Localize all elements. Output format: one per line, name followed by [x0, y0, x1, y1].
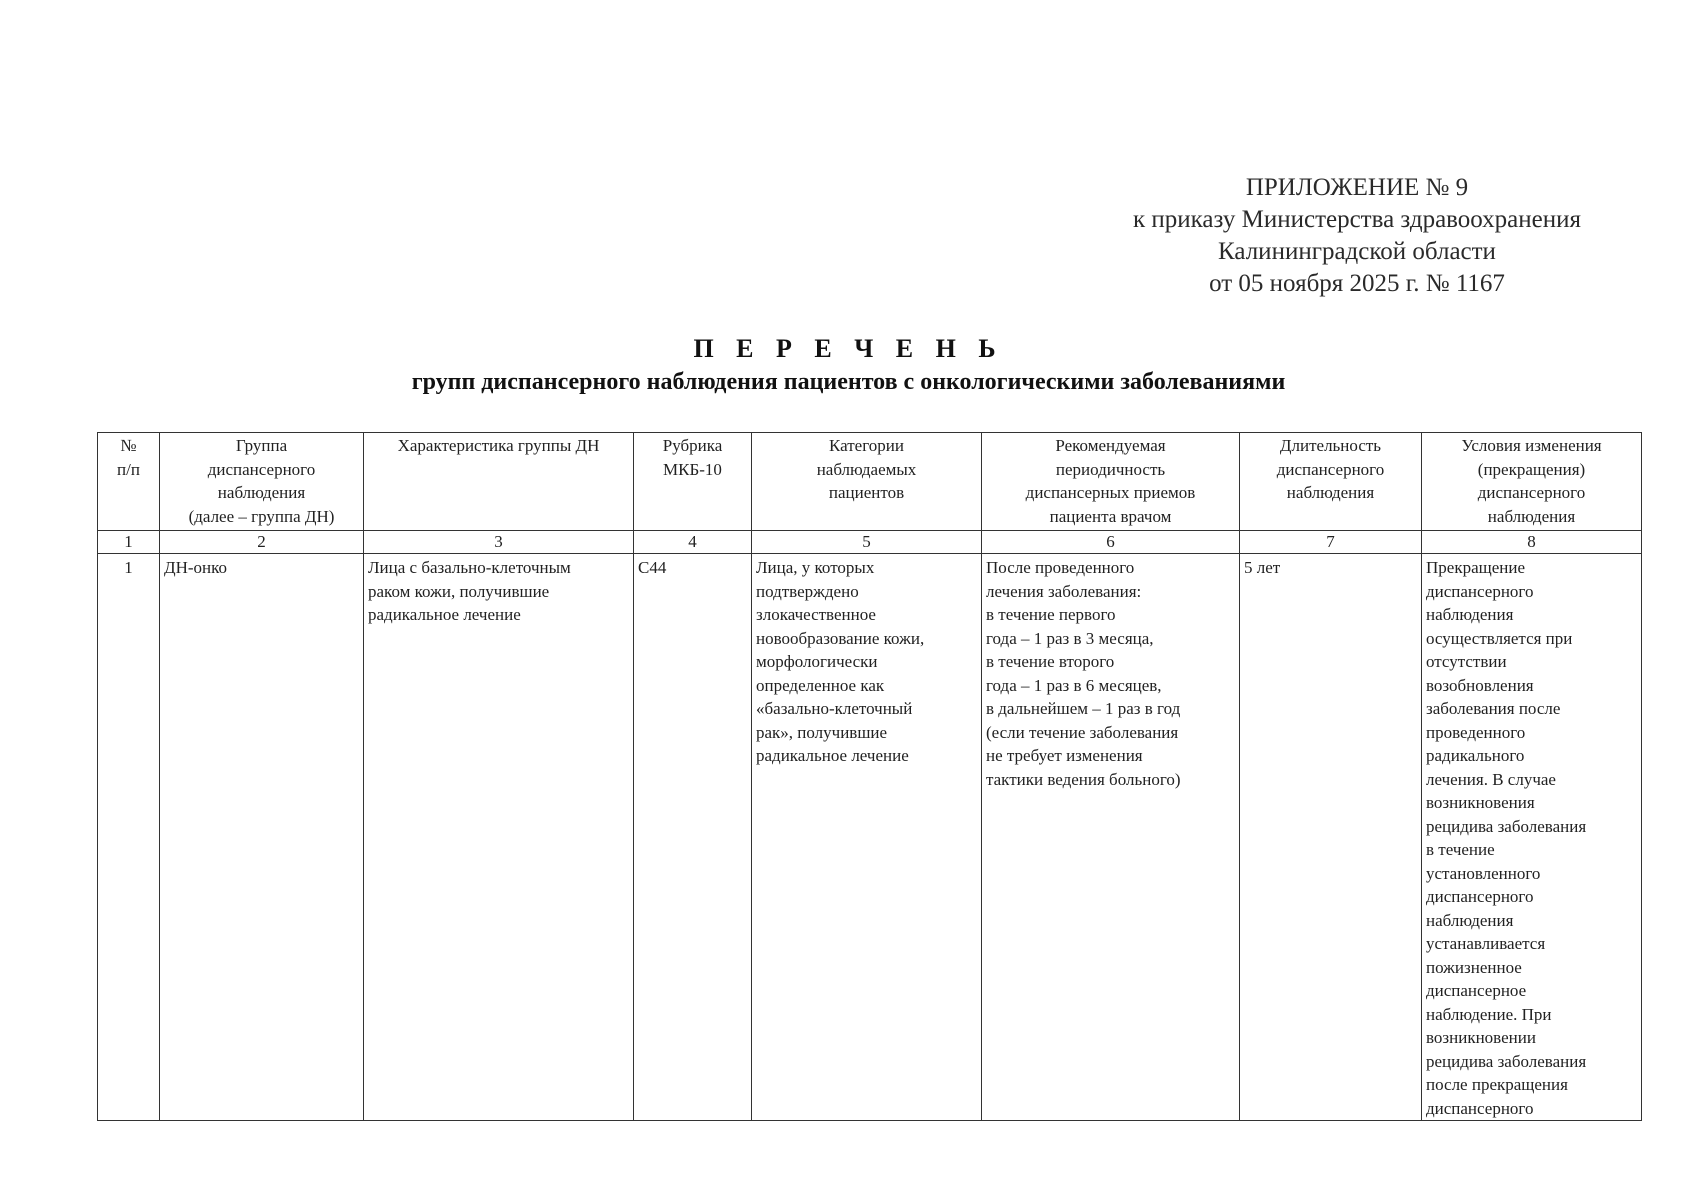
observation-groups-table [97, 432, 1642, 1121]
header-cell-group: Группа диспансерного наблюдения (далее – группа ДН) [160, 433, 364, 531]
document-title: П Е Р Е Ч Е Н Ь [693, 334, 1004, 363]
cell-icd: С44 [634, 554, 752, 1121]
cell-duration: 5 лет [1240, 554, 1422, 1121]
column-number-cell: 3 [364, 531, 634, 554]
column-number-cell: 5 [752, 531, 982, 554]
column-number-row [98, 531, 1642, 554]
cell-characteristic: Лица с базально-клеточным раком кожи, получившие радикальное лечение [364, 554, 634, 1121]
column-number-cell: 7 [1240, 531, 1422, 554]
header-cell-categories: Категории наблюдаемых пациентов [752, 433, 982, 531]
header-cell-characteristic: Характеристика группы ДН [364, 433, 634, 531]
cell-periodicity: После проведенного лечения заболевания: в течение первого года – 1 раз в 3 месяца, в течение второго года – 1 раз в 6 месяцев, в дальнейшем – 1 раз в год (если течение заболевания не требует изменения тактики ведения больного) [982, 554, 1240, 1121]
appendix-order-date: от 05 ноября 2025 г. № 1167 [1209, 270, 1505, 297]
column-number-cell: 1 [98, 531, 160, 554]
column-number-cell: 6 [982, 531, 1240, 554]
appendix-region: Калининградской области [1218, 238, 1496, 265]
header-cell-duration: Длительность диспансерного наблюдения [1240, 433, 1422, 531]
header-cell-icd: Рубрика МКБ-10 [634, 433, 752, 531]
header-row [98, 433, 1642, 531]
cell-categories: Лица, у которых подтверждено злокачественное новообразование кожи, морфологически определенное как «базально-клеточный рак», получившие радикальное лечение [752, 554, 982, 1121]
column-number-cell: 8 [1422, 531, 1642, 554]
table-row [98, 554, 1642, 1121]
appendix-order-ref: к приказу Министерства здравоохранения [1132, 206, 1582, 233]
header-cell-conditions: Условия изменения (прекращения) диспансерного наблюдения [1422, 433, 1642, 531]
header-cell-periodicity: Рекомендуемая периодичность диспансерных приемов пациента врачом [982, 433, 1240, 531]
appendix-header [1077, 172, 1637, 300]
column-number-cell: 4 [634, 531, 752, 554]
document-subtitle: групп диспансерного наблюдения пациентов с онкологическими заболеваниями [411, 369, 1286, 395]
cell-num: 1 [98, 554, 160, 1121]
column-number-cell: 2 [160, 531, 364, 554]
cell-group: ДН-онко [160, 554, 364, 1121]
header-cell-num: № п/п [98, 433, 160, 531]
cell-conditions: Прекращение диспансерного наблюдения осуществляется при отсутствии возобновления заболевания после проведенного радикального лечения. В случае возникновения рецидива заболевания в течение установленного диспансерного наблюдения устанавливается пожизненное диспансерное наблюдение. При возникновении рецидива заболевания после прекращения диспансерного [1422, 554, 1642, 1121]
appendix-number: ПРИЛОЖЕНИЕ № 9 [1245, 174, 1469, 201]
